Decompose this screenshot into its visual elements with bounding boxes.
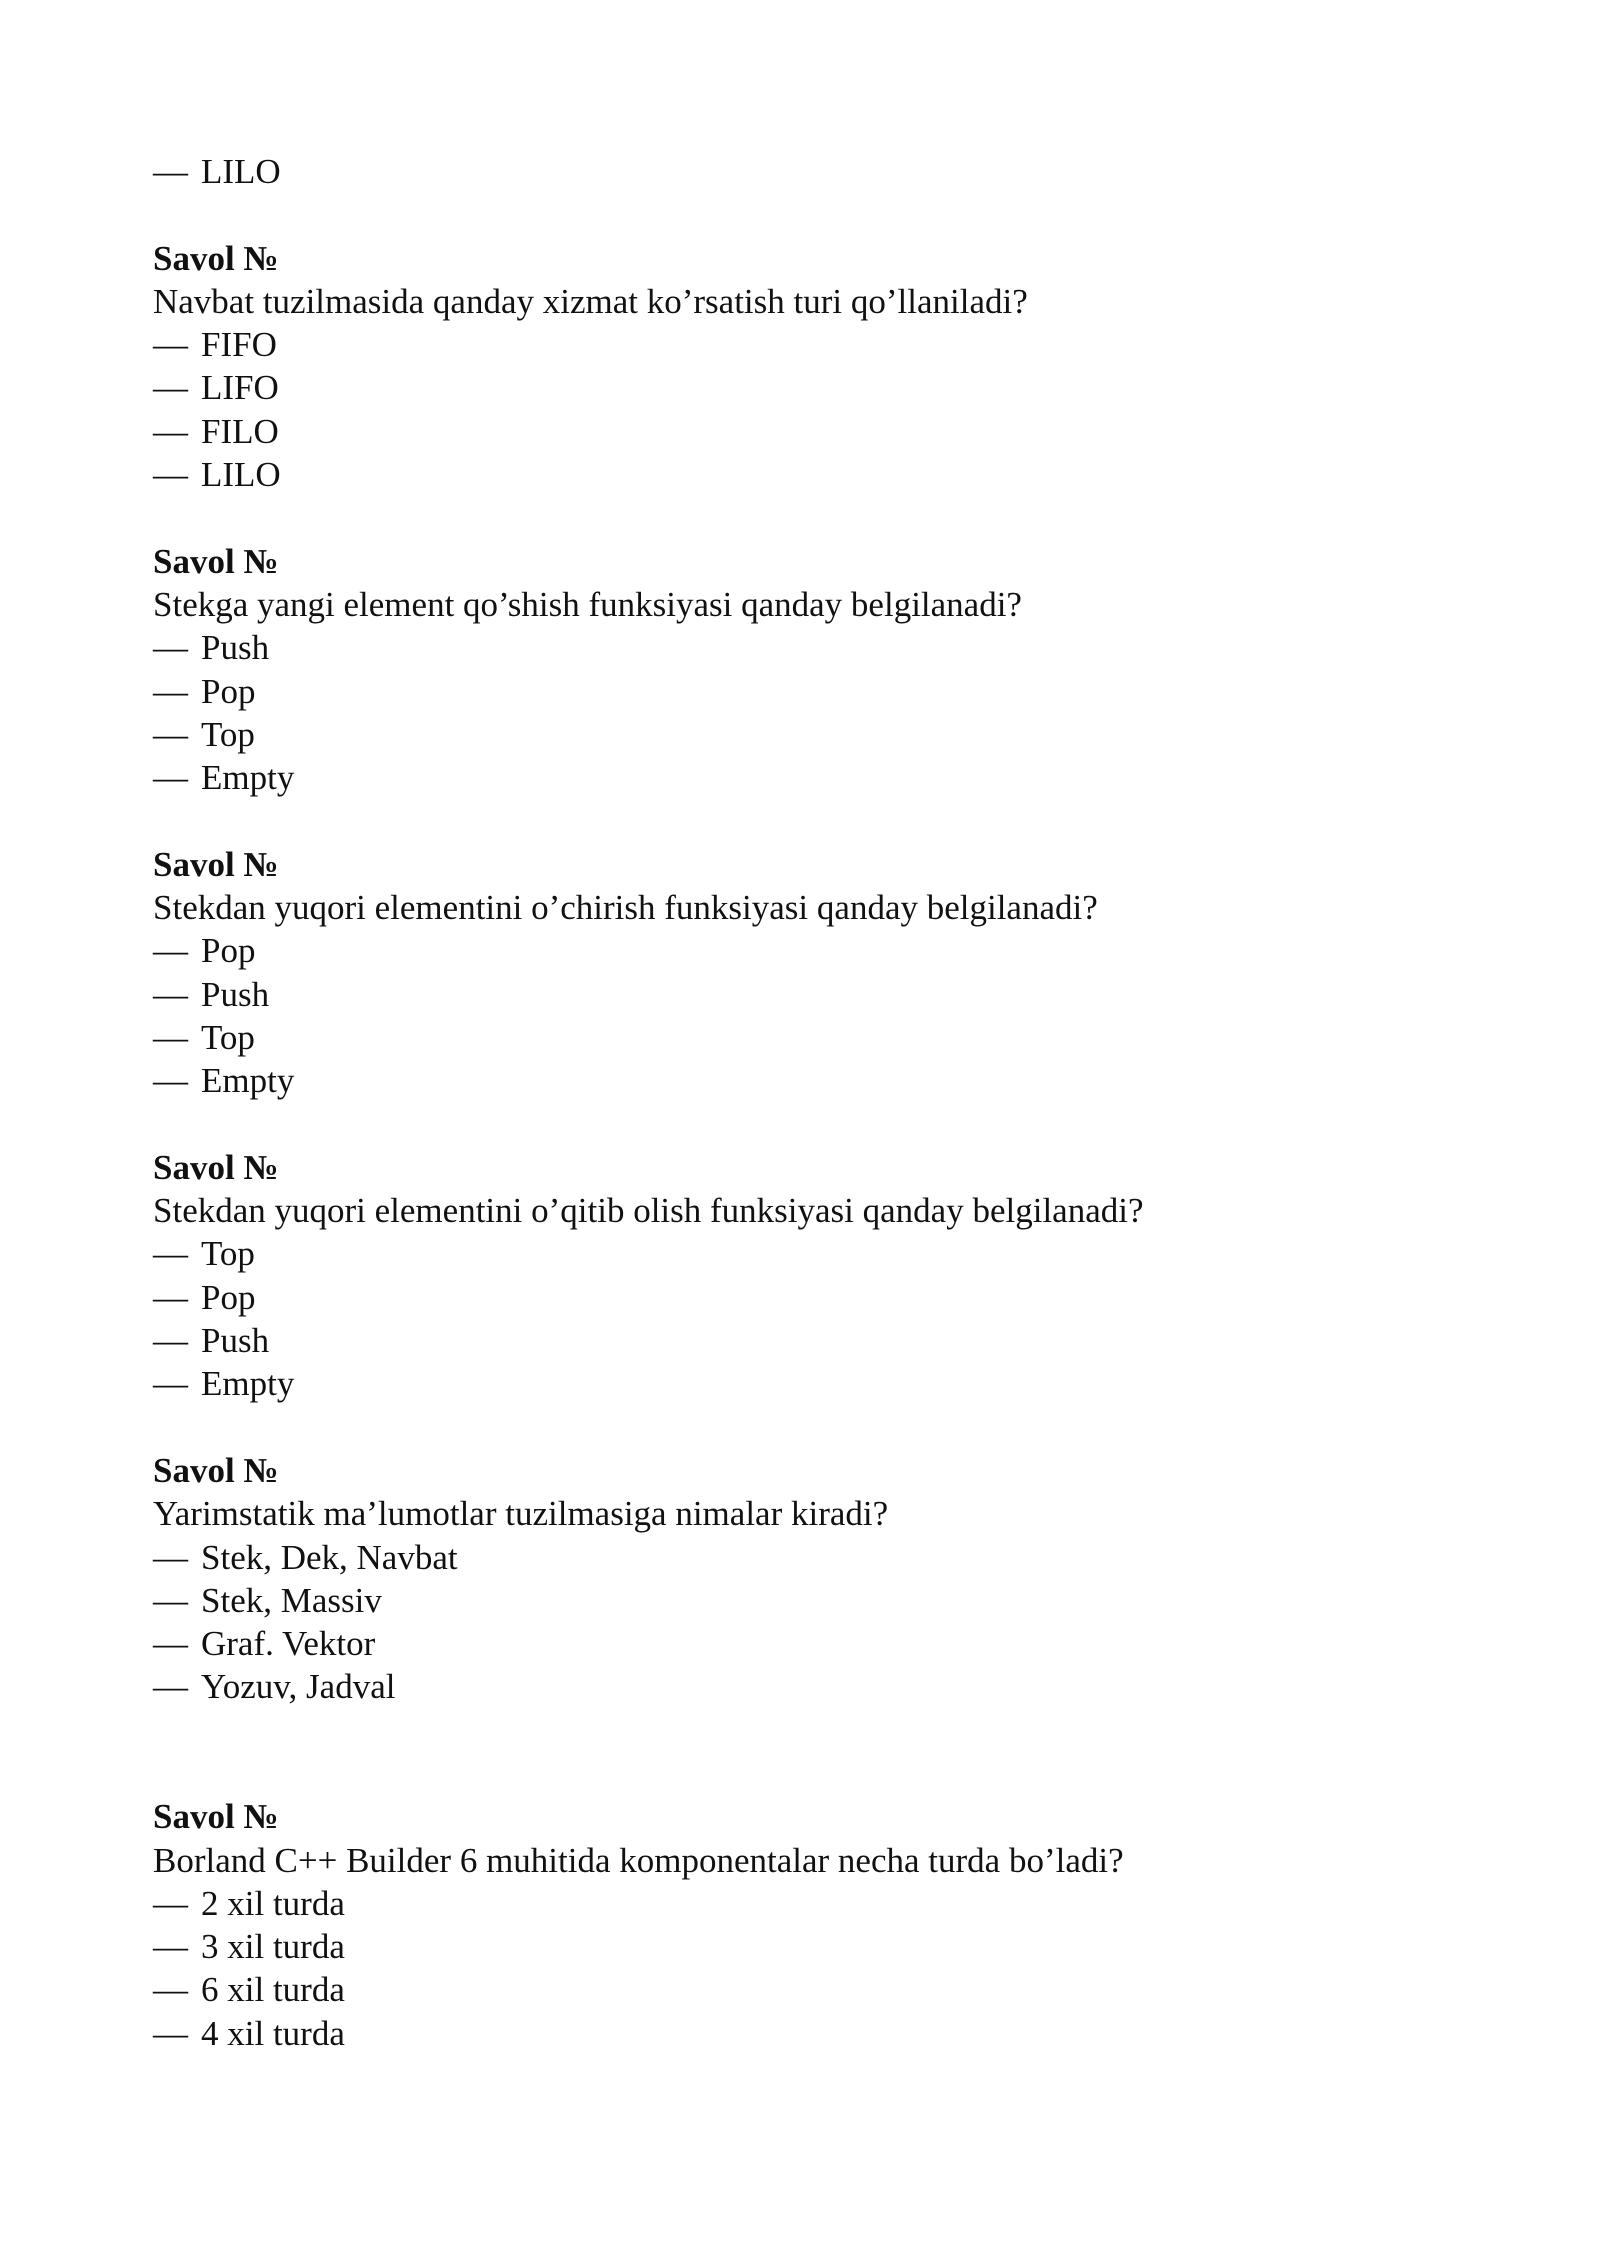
option-line: [153, 1536, 1453, 1579]
option-line: [153, 366, 1453, 409]
dash: —: [153, 325, 188, 365]
option-text: FIFO: [201, 325, 277, 365]
spacer: [153, 1406, 1453, 1449]
question-block: [153, 540, 1453, 800]
option-text: LILO: [201, 152, 281, 191]
option-text: 4 xil turda: [201, 2013, 345, 2053]
dash: —: [153, 411, 188, 451]
question-block: [153, 1449, 1453, 1709]
option-text: Graf. Vektor: [201, 1624, 376, 1664]
dash: —: [153, 1624, 188, 1664]
option-line: [153, 453, 1453, 496]
question-block: [153, 1795, 1453, 2055]
dash: —: [153, 1883, 188, 1923]
question-text: Stekdan yuqori elementini o’chirish funksiyasi qanday belgilanadi?: [153, 888, 1098, 928]
option-line: [153, 1579, 1453, 1622]
option-text: Top: [201, 714, 255, 754]
dash: —: [153, 152, 188, 191]
question-text: Yarimstatik ma’lumotlar tuzilmasiga nimalar kiradi?: [153, 1494, 889, 1534]
question-text: Stekga yangi element qo’shish funksiyasi qanday belgilanadi?: [153, 584, 1022, 624]
question-block: [153, 1146, 1453, 1406]
option-line: [153, 410, 1453, 453]
dash: —: [153, 931, 188, 971]
option-text: Push: [201, 628, 270, 668]
dash: —: [153, 2013, 188, 2053]
question-label: Savol №: [153, 541, 279, 581]
option-line: [153, 150, 1453, 193]
option-text: Empty: [201, 1364, 295, 1404]
dash: —: [153, 1927, 188, 1967]
dash: —: [153, 1537, 188, 1577]
dash: —: [153, 714, 188, 754]
dash: —: [153, 1234, 188, 1274]
option-text: Empty: [201, 758, 295, 798]
option-text: Empty: [201, 1061, 295, 1101]
option-line: [153, 1968, 1453, 2011]
option-line: [153, 929, 1453, 972]
question-label: Savol №: [153, 238, 279, 278]
dash: —: [153, 1017, 188, 1057]
option-line: [153, 1925, 1453, 1968]
option-text: Push: [201, 974, 270, 1014]
spacer: [153, 1103, 1453, 1146]
document-page: [153, 150, 1453, 2055]
question-text: Navbat tuzilmasida qanday xizmat ko’rsatish turi qo’llaniladi?: [153, 281, 1028, 321]
dash: —: [153, 1580, 188, 1620]
option-line: [153, 626, 1453, 669]
question-label: Savol №: [153, 844, 279, 884]
dash: —: [153, 1061, 188, 1101]
option-line: [153, 1232, 1453, 1275]
option-line: [153, 1016, 1453, 1059]
question-label: Savol №: [153, 1797, 279, 1837]
option-line: [153, 713, 1453, 756]
option-text: Pop: [201, 1277, 256, 1317]
question-block: [153, 843, 1453, 1103]
dash: —: [153, 671, 188, 711]
option-text: Push: [201, 1321, 270, 1361]
option-text: Yozuv, Jadval: [201, 1667, 396, 1707]
option-line: [153, 2012, 1453, 2055]
option-text: LILO: [201, 455, 281, 495]
option-text: FILO: [201, 411, 279, 451]
question-label: Savol №: [153, 1147, 279, 1187]
dash: —: [153, 628, 188, 668]
option-text: Pop: [201, 671, 256, 711]
option-line: [153, 973, 1453, 1016]
option-text: Stek, Dek, Navbat: [201, 1537, 458, 1577]
option-text: 3 xil turda: [201, 1927, 345, 1967]
option-text: LIFO: [201, 368, 279, 408]
option-line: [153, 1059, 1453, 1102]
spacer: [153, 193, 1453, 236]
dash: —: [153, 1667, 188, 1707]
question-block: [153, 237, 1453, 497]
dash: —: [153, 758, 188, 798]
dash: —: [153, 368, 188, 408]
option-text: Pop: [201, 931, 256, 971]
option-line: [153, 1622, 1453, 1665]
option-line: [153, 1882, 1453, 1925]
dash: —: [153, 1364, 188, 1404]
option-text: Top: [201, 1234, 255, 1274]
dash: —: [153, 1970, 188, 2010]
dash: —: [153, 1321, 188, 1361]
dash: —: [153, 455, 188, 495]
option-line: [153, 756, 1453, 799]
question-text: Borland C++ Builder 6 muhitida komponentalar necha turda bo’ladi?: [153, 1840, 1124, 1880]
spacer: [153, 496, 1453, 539]
option-line: [153, 323, 1453, 366]
question-label: Savol №: [153, 1450, 279, 1490]
dash: —: [153, 1277, 188, 1317]
question-text: Stekdan yuqori elementini o’qitib olish funksiyasi qanday belgilanadi?: [153, 1191, 1144, 1231]
option-line: [153, 670, 1453, 713]
option-text: 2 xil turda: [201, 1883, 345, 1923]
option-line: [153, 1362, 1453, 1405]
dash: —: [153, 974, 188, 1014]
option-text: Stek, Massiv: [201, 1580, 382, 1620]
option-line: [153, 1276, 1453, 1319]
option-text: 6 xil turda: [201, 1970, 345, 2010]
spacer: [153, 1709, 1453, 1796]
option-line: [153, 1665, 1453, 1708]
spacer: [153, 799, 1453, 842]
option-line: [153, 1319, 1453, 1362]
option-text: Top: [201, 1017, 255, 1057]
